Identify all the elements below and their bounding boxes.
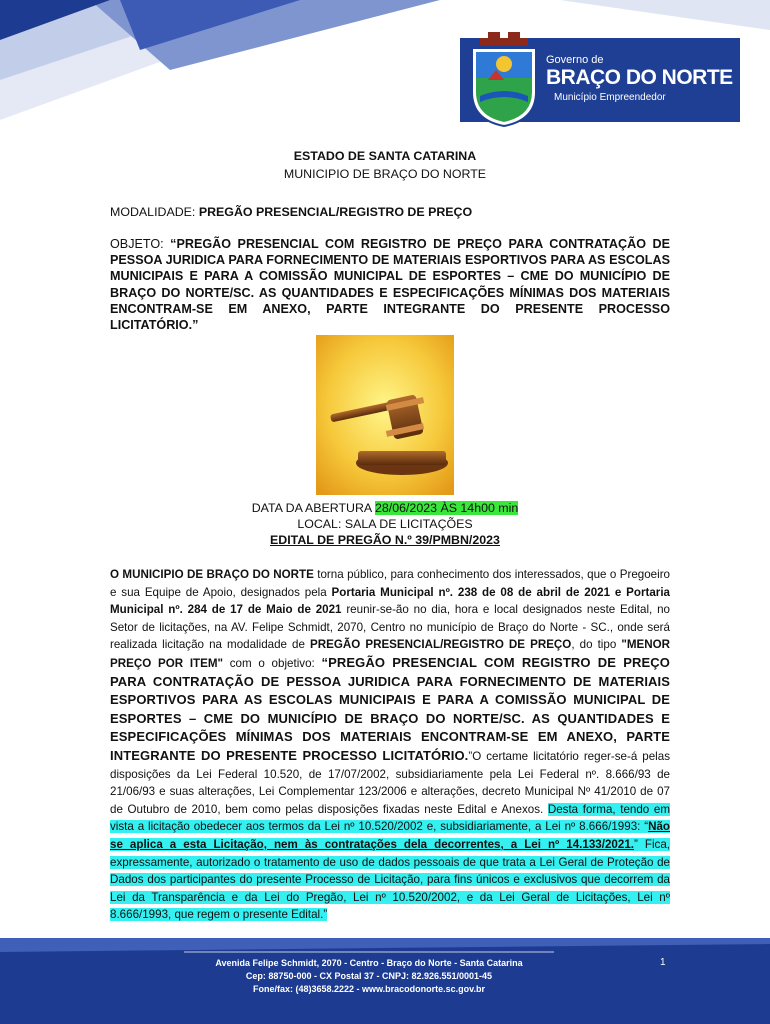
municipality-title: MUNICIPIO DE BRAÇO DO NORTE [283,167,487,181]
modalidade-value: PREGÃO PRESENCIAL/REGISTRO DE PREÇO [198,205,473,219]
footer-contact: Fone/fax: (48)3658.2222 - www.bracodonorte.sc.gov.br [252,984,486,994]
page-number: 1 [660,957,666,968]
objeto [110,236,670,333]
body-highlight-bold: Não se aplica a esta Licitação, nem às contratações dela decorrentes, a Lei nº 14.133/2021. [110,820,670,851]
body-text-1: torna público, para conhecimento dos interessados, que o Pregoeiro e sua Equipe de Apoio, designados pela [110,568,670,599]
abertura [0,500,770,517]
footer-band [0,938,770,1024]
logo-subtitle: Município Empreendedor [554,92,666,103]
prefeitura-logo [460,38,740,122]
footer-address: Avenida Felipe Schmidt, 2070 - Centro - Braço do Norte - Santa Catarina [215,958,523,968]
objeto-label: OBJETO: [110,237,164,251]
municipal-crest-icon [466,32,542,128]
edital-body [110,566,670,924]
body-text-2: reunir-se-ão no dia, hora e local designados neste Edital, no Setor de licitações, na AV. Felipe Schmidt, 2070, Centro no município de Braço do Norte - SC., onde será realizada licitação na modalidade de [110,603,670,652]
modalidade [110,204,670,221]
body-text-3: , do tipo [571,638,622,652]
body-municipio: O MUNICIPIO DE BRAÇO DO NORTE [110,568,314,581]
local: LOCAL: SALA DE LICITAÇÕES [297,517,473,531]
body-text-4: com o objetivo: [223,656,322,670]
body-highlight-1: Desta forma, tendo em vista a licitação obedecer aos termos da Lei nº 10.520/2002 e, subsidiariamente, a Lei nº 8.666/1993: “ [110,802,670,834]
body-highlight-2: ” Fica, expressamente, autorizado o tratamento de uso de dados pessoais de que trata a Lei Geral de Proteção de Dados dos participantes do presente Processo de Licitação, para fins únicos e exclusivos que decorrem da Lei da Transparência e da Lei do Pregão, Lei nº 10.520/2002, e da Lei Geral de Licitações, Lei nº 8.666/1993, que regem o presente Edital.” [110,837,670,922]
modalidade-label: MODALIDADE: [110,205,196,219]
body-portarias: Portaria Municipal nº. 238 de 08 de abril de 2021 e Portaria Municipal nº. 284 de 17 de Maio de 2021 [110,585,670,617]
gavel-image [316,335,454,495]
edital-number: EDITAL DE PREGÃO N.º 39/PMBN/2023 [270,533,500,547]
logo-governo-text: Governo de [546,54,604,66]
body-text-5: ”O certame licitatório reger-se-á pelas disposições da Lei Federal 10.520, de 17/07/2002, subsidiariamente pela Lei Federal nº. 8.666/93 de 21/06/93 e suas alterações, Lei Complementar 123/2006 e alterações, decreto Municipal Nº 41/2010 de 07 de Outubro de 2010, bem como pelas disposições fixadas neste Edital e Anexos. [110,749,670,816]
abertura-date: 28/06/2023 ÀS 14h00 min [374,501,519,515]
body-modalidade: PREGÃO PRESENCIAL/REGISTRO DE PREÇO [310,638,572,652]
body-tipo: "MENOR PREÇO POR ITEM" [110,638,671,670]
logo-city-name: BRAÇO DO NORTE [546,66,733,89]
state-title: ESTADO DE SANTA CATARINA [293,149,477,163]
abertura-label: DATA DA ABERTURA [251,501,372,515]
objeto-text: “PREGÃO PRESENCIAL COM REGISTRO DE PREÇO PARA CONTRATAÇÃO DE PESSOA JURIDICA PARA FORNECIMENTO DE MATERIAIS ESPORTIVOS PARA AS ESCOLAS MUNICIPAIS E PARA A COMISSÃO MUNICIPAL DE ESPORTES – CME DO MUNICÍPIO DE BRAÇO DO NORTE/SC. AS QUANTIDADES E ESPECIFICAÇÕES MÍNIMAS DOS MATERIAIS ENCONTRAM-SE EM ANEXO, PARTE INTEGRANTE DO PRESENTE PROCESSO LICITATÓRIO.” [110,237,671,333]
body-objetivo: “PREGÃO PRESENCIAL COM REGISTRO DE PREÇO PARA CONTRATAÇÃO DE PESSOA JURIDICA PARA FORNECIMENTO DE MATERIAIS ESPORTIVOS PARA AS ESCOLAS MUNICIPAIS E PARA A COMISSÃO MUNICIPAL DE ESPORTES – CME DO MUNICÍPIO DE BRAÇO DO NORTE/SC. AS QUANTIDADES E ESPECIFICAÇÕES MÍNIMAS DOS MATERIAIS ENCONTRAM-SE EM ANEXO, PARTE INTEGRANTE DO PRESENTE PROCESSO LICITATÓRIO. [110,654,671,763]
footer-cep-cnpj: Cep: 88750-000 - CX Postal 37 - CNPJ: 82.926.551/0001-45 [245,971,493,981]
